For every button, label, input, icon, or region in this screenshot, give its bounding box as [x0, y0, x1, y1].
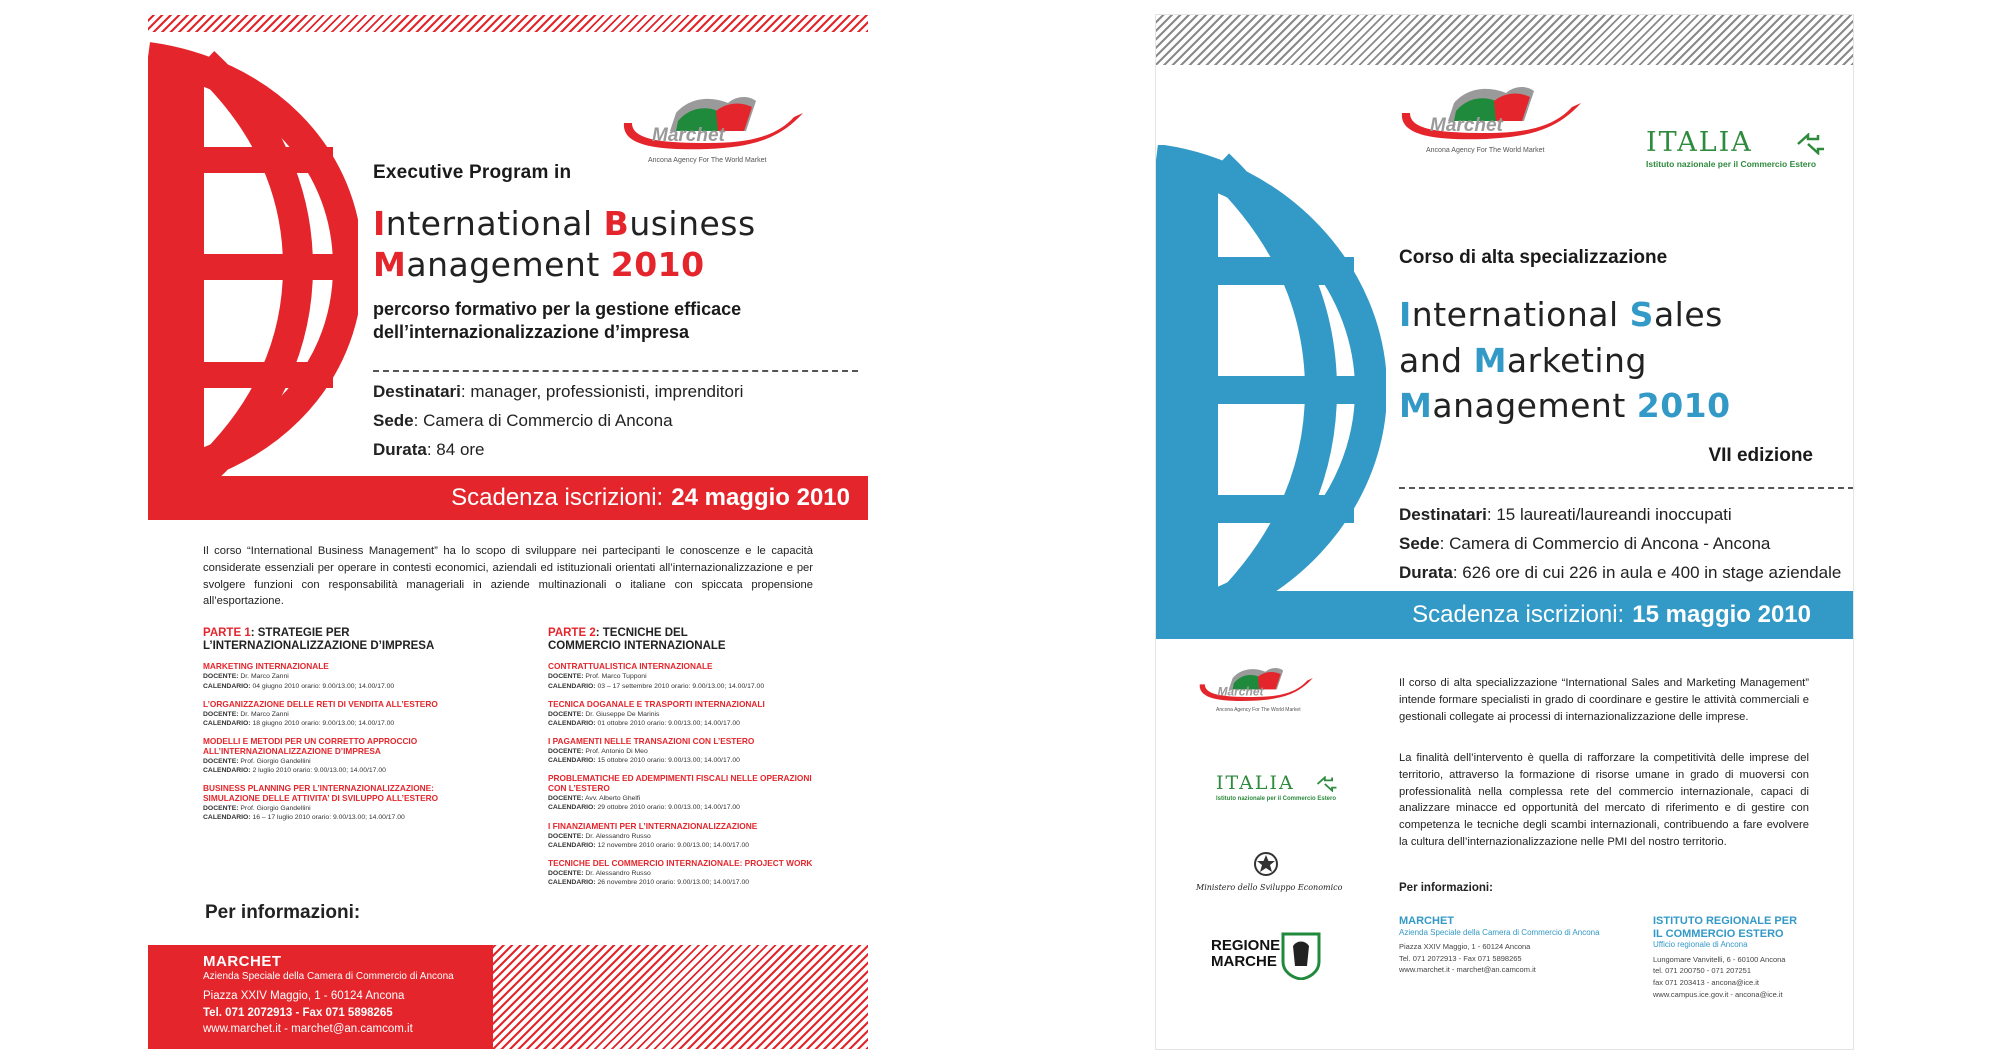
contact-line: tel. 071 200750 - 071 207251	[1653, 966, 1752, 976]
contact-web: www.marchet.it - marchet@an.camcom.it	[203, 1023, 413, 1036]
marchet-logo	[618, 93, 818, 168]
program-subtitle: Executive Program in	[373, 162, 572, 183]
contact-name: MARCHET	[1399, 915, 1454, 927]
contact-line: Lungomare Vanvitelli, 6 - 60100 Ancona	[1653, 954, 1786, 964]
course-title: International Sales and Marketing Management 2010	[1399, 295, 1731, 426]
title-cap: M	[373, 245, 407, 285]
contact-name: ISTITUTO REGIONALE PER	[1653, 915, 1798, 927]
marchet-logo-icon	[618, 93, 808, 155]
course-item: CONTRATTUALISTICA INTERNAZIONALE DOCENTE: Prof. Marco Tupponi CALENDARIO: 03 – 17 settembre 2010 orario: 9.00/13.00; 14.00/17.00	[548, 661, 765, 690]
globe-graphic	[1156, 145, 1386, 635]
svg-text:Marchet: Marchet	[1430, 115, 1503, 136]
goal-paragraph: La finalità dell’intervento è quella di rafforzare la competitività delle imprese del territorio, attraverso la formazione di risorse umane in grado di muoversi con professionalità nella complessa rete del commercio internazionale, capaci di analizzare minacce ed opportunità del mercato di riferimento e di gestire con competenza le tecniche degli scambi internazionali, contribuendo a fare evolvere la cultura dell’internazionalizzazione nelle PMI del nostro territorio.	[1399, 752, 1809, 848]
contact-line: fax 071 203413 - ancona@ice.it	[1653, 977, 1760, 987]
poster-international-business-management	[148, 15, 868, 1049]
top-stripe-band	[1156, 15, 1853, 65]
logo-tagline: Ancona Agency For The World Market	[1426, 147, 1545, 154]
per-informazioni-heading: Per informazioni:	[205, 902, 361, 923]
title-text: usiness	[629, 204, 756, 243]
contact-subtitle: Ufficio regionale di Ancona	[1653, 940, 1748, 950]
marchet-logo	[1396, 83, 1596, 161]
program-tagline	[373, 298, 843, 345]
italia-ice-logo-small	[1216, 772, 1346, 806]
svg-text:Marchet: Marchet	[652, 125, 725, 146]
title-year: 2010	[610, 245, 705, 285]
regione-label: REGIONE MARCHE	[1211, 937, 1281, 970]
part2-heading: PARTE 2: TECNICHE DEL COMMERCIO INTERNAZIONALE	[548, 627, 726, 653]
course-info	[1399, 500, 1841, 588]
svg-text:Marchet: Marchet	[1217, 684, 1264, 699]
program-title	[373, 203, 853, 286]
course-item: I FINANZIAMENTI PER L’INTERNAZIONALIZZAZIONE DOCENTE: Dr. Alessandro Russo CALENDARIO: 12 novembre 2010 orario: 9.00/13.00; 14.00/17.00	[548, 820, 758, 849]
part1-heading: PARTE 1: STRATEGIE PER L’INTERNAZIONALIZZAZIONE D’IMPRESA	[203, 627, 435, 653]
course-item: TECNICA DOGANALE E TRASPORTI INTERNAZIONALI DOCENTE: Dr. Giuseppe De Marinis CALENDARIO: 01 ottobre 2010 orario: 9.00/13.00; 14.00/17.00	[548, 698, 765, 727]
course-item: TECNICHE DEL COMMERCIO INTERNAZIONALE: PROJECT WORK DOCENTE: Dr. Alessandro Russo CALENDARIO: 26 novembre 2010 orario: 9.00/13.00; 14.00/17.00	[548, 857, 813, 886]
bottom-stripe-band	[493, 945, 868, 1049]
italia-wordmark: ITALIA	[1216, 772, 1295, 794]
regione-marche-logo	[1211, 930, 1331, 986]
logo-tagline: Ancona Agency For The World Market	[648, 157, 767, 164]
title-cap: I	[373, 204, 386, 243]
deadline-date: 24 maggio 2010	[671, 484, 850, 511]
info-sede: Sede: Camera di Commercio di Ancona - Ancona	[1399, 534, 1771, 554]
course-item: L’ORGANIZZAZIONE DELLE RETI DI VENDITA ALL’ESTERO DOCENTE: Dr. Marco Zanni CALENDARIO: 18 giugno 2010 orario: 9.00/13.00; 14.00/17.00	[203, 698, 438, 727]
ice-arrows-icon	[1796, 133, 1826, 155]
emblem-icon	[1252, 850, 1280, 878]
title-text: nternational	[385, 204, 604, 243]
info-durata: Durata: 626 ore di cui 226 in aula e 400 in stage aziendale	[1399, 563, 1842, 583]
course-item: MODELLI E METODI PER UN CORRETTO APPROCCIO ALL’INTERNAZIONALIZZAZIONE D’IMPRESA DOCENTE: Prof. Giorgio Gandellini CALENDARIO: 2 luglio 2010 orario: 9.00/13.00; 14.00/17.00	[203, 736, 418, 775]
course-item: BUSINESS PLANNING PER L’INTERNAZIONALIZZAZIONE: SIMULAZIONE DELLE ATTIVITA’ DI SVILUPPO ALL’ESTERO DOCENTE: Prof. Giorgio Gandellini CALENDARIO: 16 – 17 luglio 2010 orario: 9.00/13.00; 14.00/17.00	[203, 783, 439, 822]
contact-line: www.campus.ice.gov.it - ancona@ice.it	[1653, 989, 1783, 999]
marchet-logo-icon	[1396, 83, 1586, 145]
divider-dashed	[373, 370, 858, 372]
marchet-logo-small	[1196, 665, 1346, 727]
contact-line: Tel. 071 2072913 - Fax 071 5898265	[1399, 953, 1522, 963]
title-text: anagement	[406, 245, 611, 285]
title-cap: B	[603, 204, 630, 243]
edition-label: VII edizione	[1708, 445, 1813, 466]
contact-marchet	[1399, 915, 1619, 976]
contact-name: IL COMMERCIO ESTERO	[1653, 927, 1784, 940]
course-item: MARKETING INTERNAZIONALE DOCENTE: Dr. Marco Zanni CALENDARIO: 04 giugno 2010 orario: 9.00/13.00; 14.00/17.00	[203, 661, 395, 690]
contact-address: Piazza XXIV Maggio, 1 - 60124 Ancona	[203, 990, 405, 1002]
deadline-label: Scadenza iscrizioni:	[1412, 601, 1625, 628]
deadline-banner	[1156, 591, 1853, 639]
contact-subtitle: Azienda Speciale della Camera di Commercio di Ancona	[203, 971, 454, 982]
tagline-line: percorso formativo per la gestione efficace	[373, 299, 742, 319]
course-item: PROBLEMATICHE ED ADEMPIMENTI FISCALI NELLE OPERAZIONI CON L’ESTERO DOCENTE: Avv. Alberto Ghelfi CALENDARIO: 29 ottobre 2010 orario: 9.00/13.00; 14.00/17.00	[548, 773, 812, 812]
top-stripe-band	[148, 15, 868, 32]
ice-arrows-icon	[1316, 776, 1338, 792]
contact-subtitle: Azienda Speciale della Camera di Commercio di Ancona	[1399, 927, 1600, 937]
contact-line: www.marchet.it - marchet@an.camcom.it	[1399, 965, 1536, 975]
tagline-line: dell’internazionalizzazione d’impresa	[373, 322, 690, 343]
regione-shield-icon	[1281, 932, 1321, 980]
part2-section	[548, 627, 818, 887]
info-destinatari: Destinatari: 15 laureati/laureandi inoccupati	[1399, 505, 1732, 524]
contact-phones: Tel. 071 2072913 - Fax 071 5898265	[203, 1006, 393, 1019]
contact-box	[148, 945, 493, 1049]
deadline-banner	[148, 476, 868, 520]
contact-ice	[1653, 915, 1843, 1000]
italia-ice-logo	[1646, 127, 1836, 167]
info-destinatari: Destinatari: manager, professionisti, imprenditori	[373, 382, 744, 401]
marchet-logo-icon	[1196, 665, 1316, 705]
intro-paragraph: Il corso di alta specializzazione “International Sales and Marketing Management” intende formare specialisti in grado di coordinare e gestire le attività commerciali e gestionali collegate ai processi di internazionalizzazione delle imprese.	[1399, 677, 1809, 723]
logo-tagline: Ancona Agency For The World Market	[1216, 707, 1301, 713]
italia-wordmark: ITALIA	[1646, 127, 1753, 158]
deadline-date: 15 maggio 2010	[1632, 601, 1811, 628]
info-sede: Sede: Camera di Commercio di Ancona	[373, 411, 673, 431]
per-informazioni-heading: Per informazioni:	[1399, 882, 1493, 894]
ministero-logo	[1196, 850, 1343, 892]
info-durata: Durata: 84 ore	[373, 440, 485, 460]
program-info	[373, 377, 743, 465]
ministero-label: Ministero dello Sviluppo Economico	[1196, 883, 1343, 892]
globe-graphic	[148, 32, 358, 482]
contact-line: Piazza XXIV Maggio, 1 - 60124 Ancona	[1399, 942, 1531, 952]
divider-dashed	[1399, 487, 1853, 489]
poster-international-sales-marketing	[1156, 15, 1853, 1049]
course-item: I PAGAMENTI NELLE TRANSAZIONI CON L’ESTERO DOCENTE: Prof. Antonio Di Meo CALENDARIO: 15 ottobre 2010 orario: 9.00/13.00; 14.00/17.00	[548, 736, 755, 765]
italia-subtitle: Istituto nazionale per il Commercio Estero	[1216, 796, 1337, 802]
deadline-label: Scadenza iscrizioni:	[451, 484, 664, 511]
contact-name: MARCHET	[203, 953, 282, 970]
italia-subtitle: Istituto nazionale per il Commercio Estero	[1646, 159, 1817, 169]
part1-section	[203, 627, 473, 823]
course-subtitle: Corso di alta specializzazione	[1399, 247, 1668, 268]
intro-paragraph: Il corso “International Business Management” ha lo scopo di sviluppare nei partecipanti le conoscenze e le capacità considerate essenziali per operare in contesti economici, aziendali ed istituzionali orientati all’internazionalizzazione e per svolgere funzioni con responsabilità manageriali in aziende multinazionali o italiane con spiccata propensione all’esportazione.	[203, 545, 813, 608]
